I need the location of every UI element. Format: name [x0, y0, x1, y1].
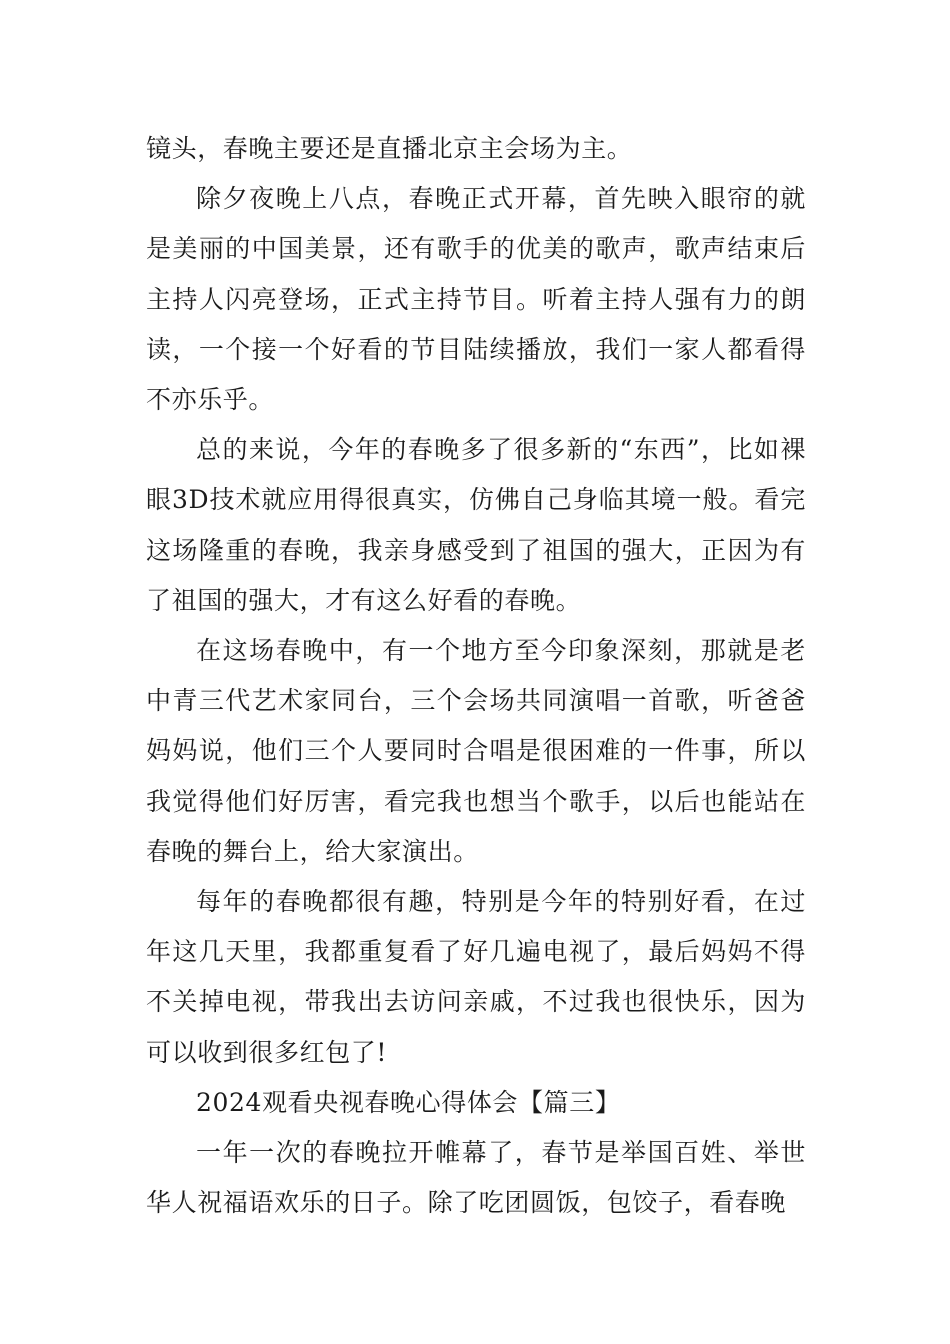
paragraph-new-technology: 总的来说，今年的春晚多了很多新的“东西”，比如裸眼3D技术就应用得很真实，仿佛自己身临其境一般。看完这场隆重的春晚，我亲身感受到了祖国的强大，正因为有了祖国的强大，才有这么好看的春晚。 — [146, 435, 806, 615]
paragraph-continuation: 镜头，春晚主要还是直播北京主会场为主。 — [146, 134, 633, 163]
document-body — [146, 124, 806, 1228]
paragraph-yearly-fun: 每年的春晚都很有趣，特别是今年的特别好看，在过年这几天里，我都重复看了好几遍电视了，最后妈妈不得不关掉电视，带我出去访问亲戚，不过我也很快乐，因为可以收到很多红包了! — [146, 887, 806, 1067]
paragraph-section-three-intro: 一年一次的春晚拉开帷幕了，春节是举国百姓、举世华人祝福语欢乐的日子。除了吃团圆饭，包饺子，看春晚 — [146, 1138, 806, 1218]
paragraph-three-generations: 在这场春晚中，有一个地方至今印象深刻，那就是老中青三代艺术家同台，三个会场共同演唱一首歌，听爸爸妈妈说，他们三个人要同时合唱是很困难的一件事，所以我觉得他们好厉害，看完我也想当个歌手，以后也能站在春晚的舞台上，给大家演出。 — [146, 636, 806, 866]
paragraph-spring-gala-opening: 除夕夜晚上八点，春晚正式开幕，首先映入眼帘的就是美丽的中国美景，还有歌手的优美的歌声，歌声结束后主持人闪亮登场，正式主持节目。听着主持人强有力的朗读，一个接一个好看的节目陆续播放，我们一家人都看得不亦乐乎。 — [146, 184, 806, 415]
section-heading: 2024观看央视春晚心得体会【篇三】 — [196, 1087, 621, 1117]
